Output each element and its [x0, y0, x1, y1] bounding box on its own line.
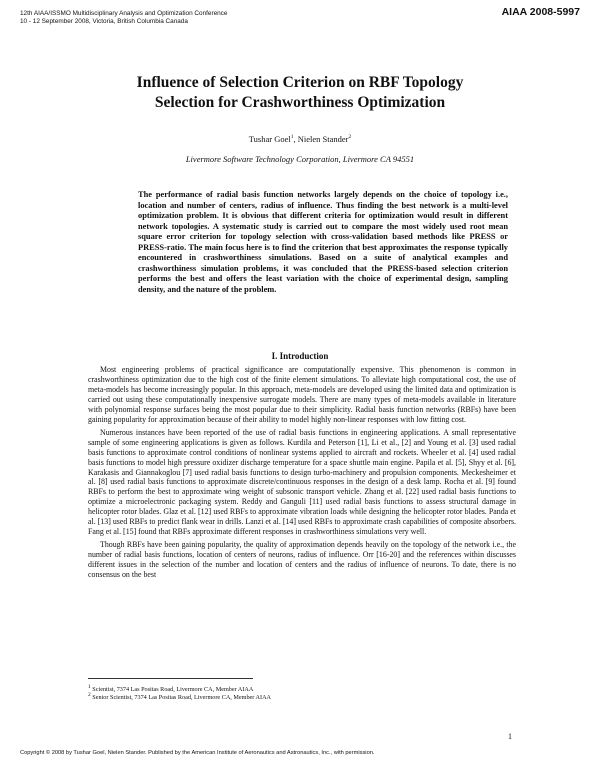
title-line-1: Influence of Selection Criterion on RBF Topology [136, 74, 464, 91]
paragraph: Most engineering problems of practical significance are computationally expensive. This phenomenon is common in crashworthiness optimization due to the high cost of the finite element simulations. To alleviate high computational cost, the use of meta-models has become increasingly popular. In this approach, meta-models are developed using the limited data and optimization is carried out using these computationally inexpensive surrogate models. There are many types of meta-models available in literature with polynomial response surfaces being the most popular due to their simplicity. Radial basis function networks (RBFs) have been gaining popularity for approximation because of their ability to model highly non-linear responses with low fitting cost. [88, 365, 516, 424]
copyright-notice: Copyright © 2008 by Tushar Goel, Nielen Stander. Published by the American Institute of Aeronautics and Astronautics, Inc., with permission. [20, 750, 375, 756]
paper-id: AIAA 2008-5997 [501, 6, 580, 18]
footnote [88, 691, 272, 702]
conference-dates: 10 - 12 September 2008, Victoria, British Columbia Canada [20, 18, 188, 25]
footnote-marker: 1 [290, 134, 294, 141]
paragraph: Numerous instances have been reported of the use of radial basis functions in engineering applications. A small representative sample of some engineering applications is given as follows. Kurdila and Peterson [1], Li et al., [2] and Young et al. [3] used radial basis functions to approximate control conditions of nonlinear systems applied to aircraft and rockets. Wheeler et al. [4] used radial basis functions to model high pressure oxidizer discharge temperature for a space shuttle main engine. Papila et al. [5], Shyy et al. [6], Karakasis and Giannakoglou [7] used radial basis functions to design turbo-machinery and propulsion components. Meckesheimer et al. [8] used radial basis functions to approximate discrete/continuous responses in the design of a desk lamp. Rocha et al. [9] found RBFs to perform the best to approximate wing weight of subsonic transport vehicle. Zhang et al. [22] used radial basis functions to optimize a microelectronic packaging system. Reddy and Ganguli [11] used radial basis functions to assess structural damage in helicopter rotor blades. Glaz et al. [12] used RBFs to approximate vibration loads while designing the helicopter rotor blades. Panda et al. [13] used RBFs to predict flank wear in drills. Lanzi et al. [14] used RBFs to approximate crash capabilities of composite absorbers. Fang et al. [15] found that RBFs approximate different responses in crashworthiness simulations very well. [88, 427, 516, 537]
conference-header [20, 10, 227, 26]
footnote-marker: 2 [348, 134, 352, 141]
conference-name: 12th AIAA/ISSMO Multidisciplinary Analysis and Optimization Conference [20, 10, 228, 17]
footnote-marker: 2 [88, 691, 91, 698]
body-text [88, 365, 516, 583]
author-name: Tushar Goel [248, 134, 291, 144]
affiliation: Livermore Software Technology Corporation, Livermore CA 94551 [185, 154, 415, 164]
footnote [88, 683, 254, 694]
abstract: The performance of radial basis function networks largely depends on the choice of topology i.e., location and number of centers, radius of influence. Thus finding the best network is a multi-level optimization problem. It is obvious that different criteria for optimization would result in different network topologies. A systematic study is carried out to compare the most widely used root mean square error criterion for topology selection with cross-validation based methods like PRESS or PRESS-ratio. The main focus here is to find the criterion that best approximates the response typically encountered in crashworthiness simulations. Based on a suite of analytical examples and crashworthiness simulation problems, it was concluded that the PRESS-based selection criterion performs the best and offers the least variation with the choice of experimental design, sampling density, and the nature of the problem. [138, 190, 508, 294]
author-list [40, 134, 560, 144]
paragraph: Though RBFs have been gaining popularity, the quality of approximation depends heavily on the topology of the network i.e., the number of radial basis functions, location of centers of neurons, radius of influence. Orr [16-20] and the references within discusses different issues in the selection of the number and location of centers and the radius of influence of neurons. To date, there is no consensus on the best [88, 540, 516, 580]
section-heading: I. Introduction [271, 351, 329, 361]
footnote-divider [88, 678, 253, 679]
footnote-marker: 1 [88, 683, 91, 690]
author-separator: , [293, 134, 298, 144]
footnote-text: Senior Scientist, 7374 Las Positas Road, Livermore CA, Member AIAA [90, 694, 272, 701]
footnote-text: Scientist, 7374 Las Positas Road, Livermore CA, Member AIAA [90, 686, 254, 693]
page-number: 1 [508, 732, 512, 741]
author-name: Nielen Stander [297, 134, 349, 144]
paper-title [40, 73, 560, 113]
title-line-2: Selection for Crashworthiness Optimization [154, 94, 446, 111]
